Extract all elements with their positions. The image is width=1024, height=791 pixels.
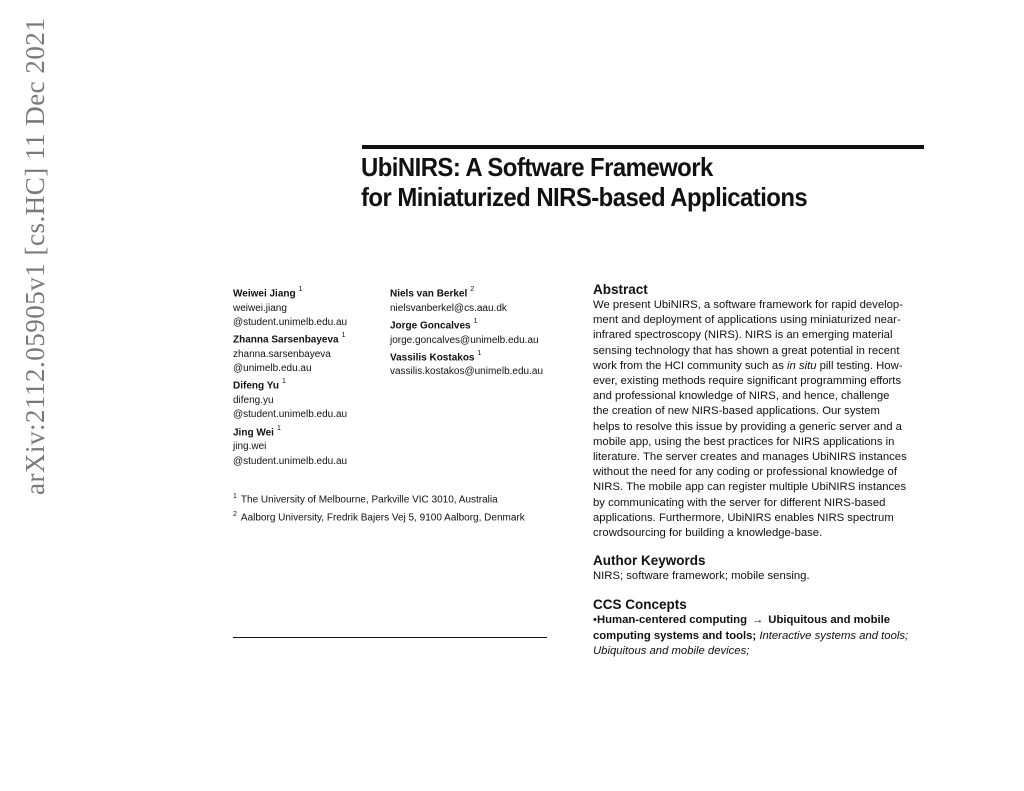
affiliation-line: [233, 508, 525, 526]
abstract-body: [593, 298, 923, 541]
abstract-line: ment and deployment of applications using miniaturized near-: [593, 314, 901, 327]
author-name-text: Jing Wei: [233, 426, 274, 438]
author-affiliation-mark: 1: [477, 349, 482, 357]
abstract-line: sensing technology that has shown a great potential in recent: [593, 344, 900, 357]
affiliation-text: Aalborg University, Fredrik Bajers Vej 5, 9100 Aalborg, Denmark: [240, 512, 525, 524]
abstract-line: literature. The server creates and manages UbiNIRS instances: [593, 451, 907, 464]
author-name: [390, 284, 560, 302]
author-name: [233, 330, 403, 348]
ccs-concept-ubiquitous: Ubiquitous and mobile: [768, 614, 891, 627]
ccs-concept-hcc: Human-centered computing: [596, 614, 747, 627]
author-column-left: [233, 284, 403, 469]
abstract-text: pill testing. How-: [816, 359, 903, 372]
abstract-line: mobile app, using the best practices for NIRS applications in: [593, 435, 895, 448]
ccs-concept-interactive: Interactive systems and tools;: [756, 629, 909, 642]
author-email: @student.unimelb.edu.au: [233, 455, 348, 467]
abstract-line: applications. Furthermore, UbiNIRS enables NIRS spectrum: [593, 511, 894, 524]
author-name: [233, 284, 403, 302]
abstract-line: We present UbiNIRS, a software framework for rapid develop-: [593, 299, 903, 311]
abstract-text: work from the HCI community such as: [593, 359, 787, 372]
ccs-concept-systems: computing systems and tools;: [593, 629, 757, 642]
arxiv-identifier-stamp: arXiv:2112.05905v1 [cs.HC] 11 Dec 2021: [20, 17, 50, 495]
author-email: jing.wei: [233, 441, 267, 453]
keywords-text: NIRS; software framework; mobile sensing.: [593, 570, 810, 583]
author-affiliation-mark: 1: [298, 286, 303, 293]
ccs-line-3: Ubiquitous and mobile devices;: [593, 644, 750, 657]
ccs-line-1: [593, 613, 923, 628]
author-name-text: Vassilis Kostakos: [390, 352, 475, 364]
affiliation-line: [233, 490, 525, 508]
author-name-text: Weiwei Jiang: [233, 288, 296, 300]
author-name-text: Niels van Berkel: [390, 288, 468, 300]
abstract-heading: Abstract: [593, 282, 648, 297]
abstract-line: infrared spectroscopy (NIRS). NIRS is an emerging material: [593, 329, 893, 342]
ccs-section: [593, 597, 923, 659]
abstract-line: ever, existing methods require significant programming efforts: [593, 375, 902, 388]
footnote-rule: [233, 637, 547, 638]
author-email: jorge.goncalves@unimelb.edu.au: [390, 334, 539, 346]
author-name: [233, 423, 403, 441]
right-column: [593, 282, 923, 659]
keywords-heading: Author Keywords: [593, 553, 706, 569]
author-affiliation-mark: 1: [276, 424, 281, 432]
author-email: @student.unimelb.edu.au: [233, 316, 348, 328]
paper-title: [361, 152, 807, 212]
ccs-arrow: →: [751, 614, 764, 627]
ccs-line-2: [593, 629, 923, 644]
author-email: zhanna.sarsenbayeva: [233, 348, 331, 360]
abstract-line: crowdsourcing for building a knowledge-base.: [593, 527, 823, 540]
author-name-text: Zhanna Sarsenbayeva: [233, 334, 339, 346]
affiliation-mark: 1: [233, 493, 237, 500]
author-email: weiwei.jiang: [233, 302, 287, 314]
author-affiliation-mark: 1: [341, 332, 346, 340]
ccs-bullet: •: [593, 614, 597, 627]
author-email: @student.unimelb.edu.au: [233, 409, 348, 421]
author-column-right: [390, 284, 560, 380]
abstract-line: [593, 359, 923, 374]
affiliations: [233, 490, 525, 526]
abstract-line: and professional knowledge of NIRS, and hence, challenge: [593, 390, 890, 403]
author-email: vassilis.kostakos@unimelb.edu.au: [390, 366, 544, 378]
author-affiliation-mark: 2: [470, 286, 475, 293]
keywords-section: [593, 553, 923, 584]
author-name: [390, 316, 560, 334]
abstract-line: NIRS. The mobile app can register multiple UbiNIRS instances: [593, 481, 907, 494]
affiliation-text: The University of Melbourne, Parkville VIC 3010, Australia: [240, 494, 498, 506]
paper-title-line-2: for Miniaturized NIRS-based Applications: [361, 182, 808, 212]
ccs-heading: CCS Concepts: [593, 597, 687, 613]
author-affiliation-mark: 1: [281, 378, 286, 386]
paper-title-line-1: UbiNIRS: A Software Framework: [361, 152, 713, 182]
author-name: [390, 348, 560, 366]
ccs-body: [593, 613, 923, 659]
abstract-section: [593, 282, 923, 541]
affiliation-mark: 2: [233, 510, 237, 518]
author-affiliation-mark: 1: [473, 317, 478, 325]
abstract-line: helps to resolve this issue by providing a generic server and a: [593, 420, 902, 433]
abstract-emphasis: in situ: [786, 359, 817, 372]
author-name-text: Jorge Goncalves: [390, 320, 471, 332]
abstract-line: without the need for any coding or professional knowledge of: [593, 466, 897, 479]
title-rule: [362, 145, 924, 149]
author-email: nielsvanberkel@cs.aau.dk: [390, 302, 507, 314]
abstract-line: by communicating with the server for different NIRS-based: [593, 496, 886, 509]
author-name-text: Difeng Yu: [233, 380, 279, 392]
author-email: @unimelb.edu.au: [233, 363, 312, 375]
author-name: [233, 376, 403, 394]
abstract-line: the creation of new NIRS-based applications. Our system: [593, 405, 880, 418]
author-email: difeng.yu: [233, 395, 274, 407]
